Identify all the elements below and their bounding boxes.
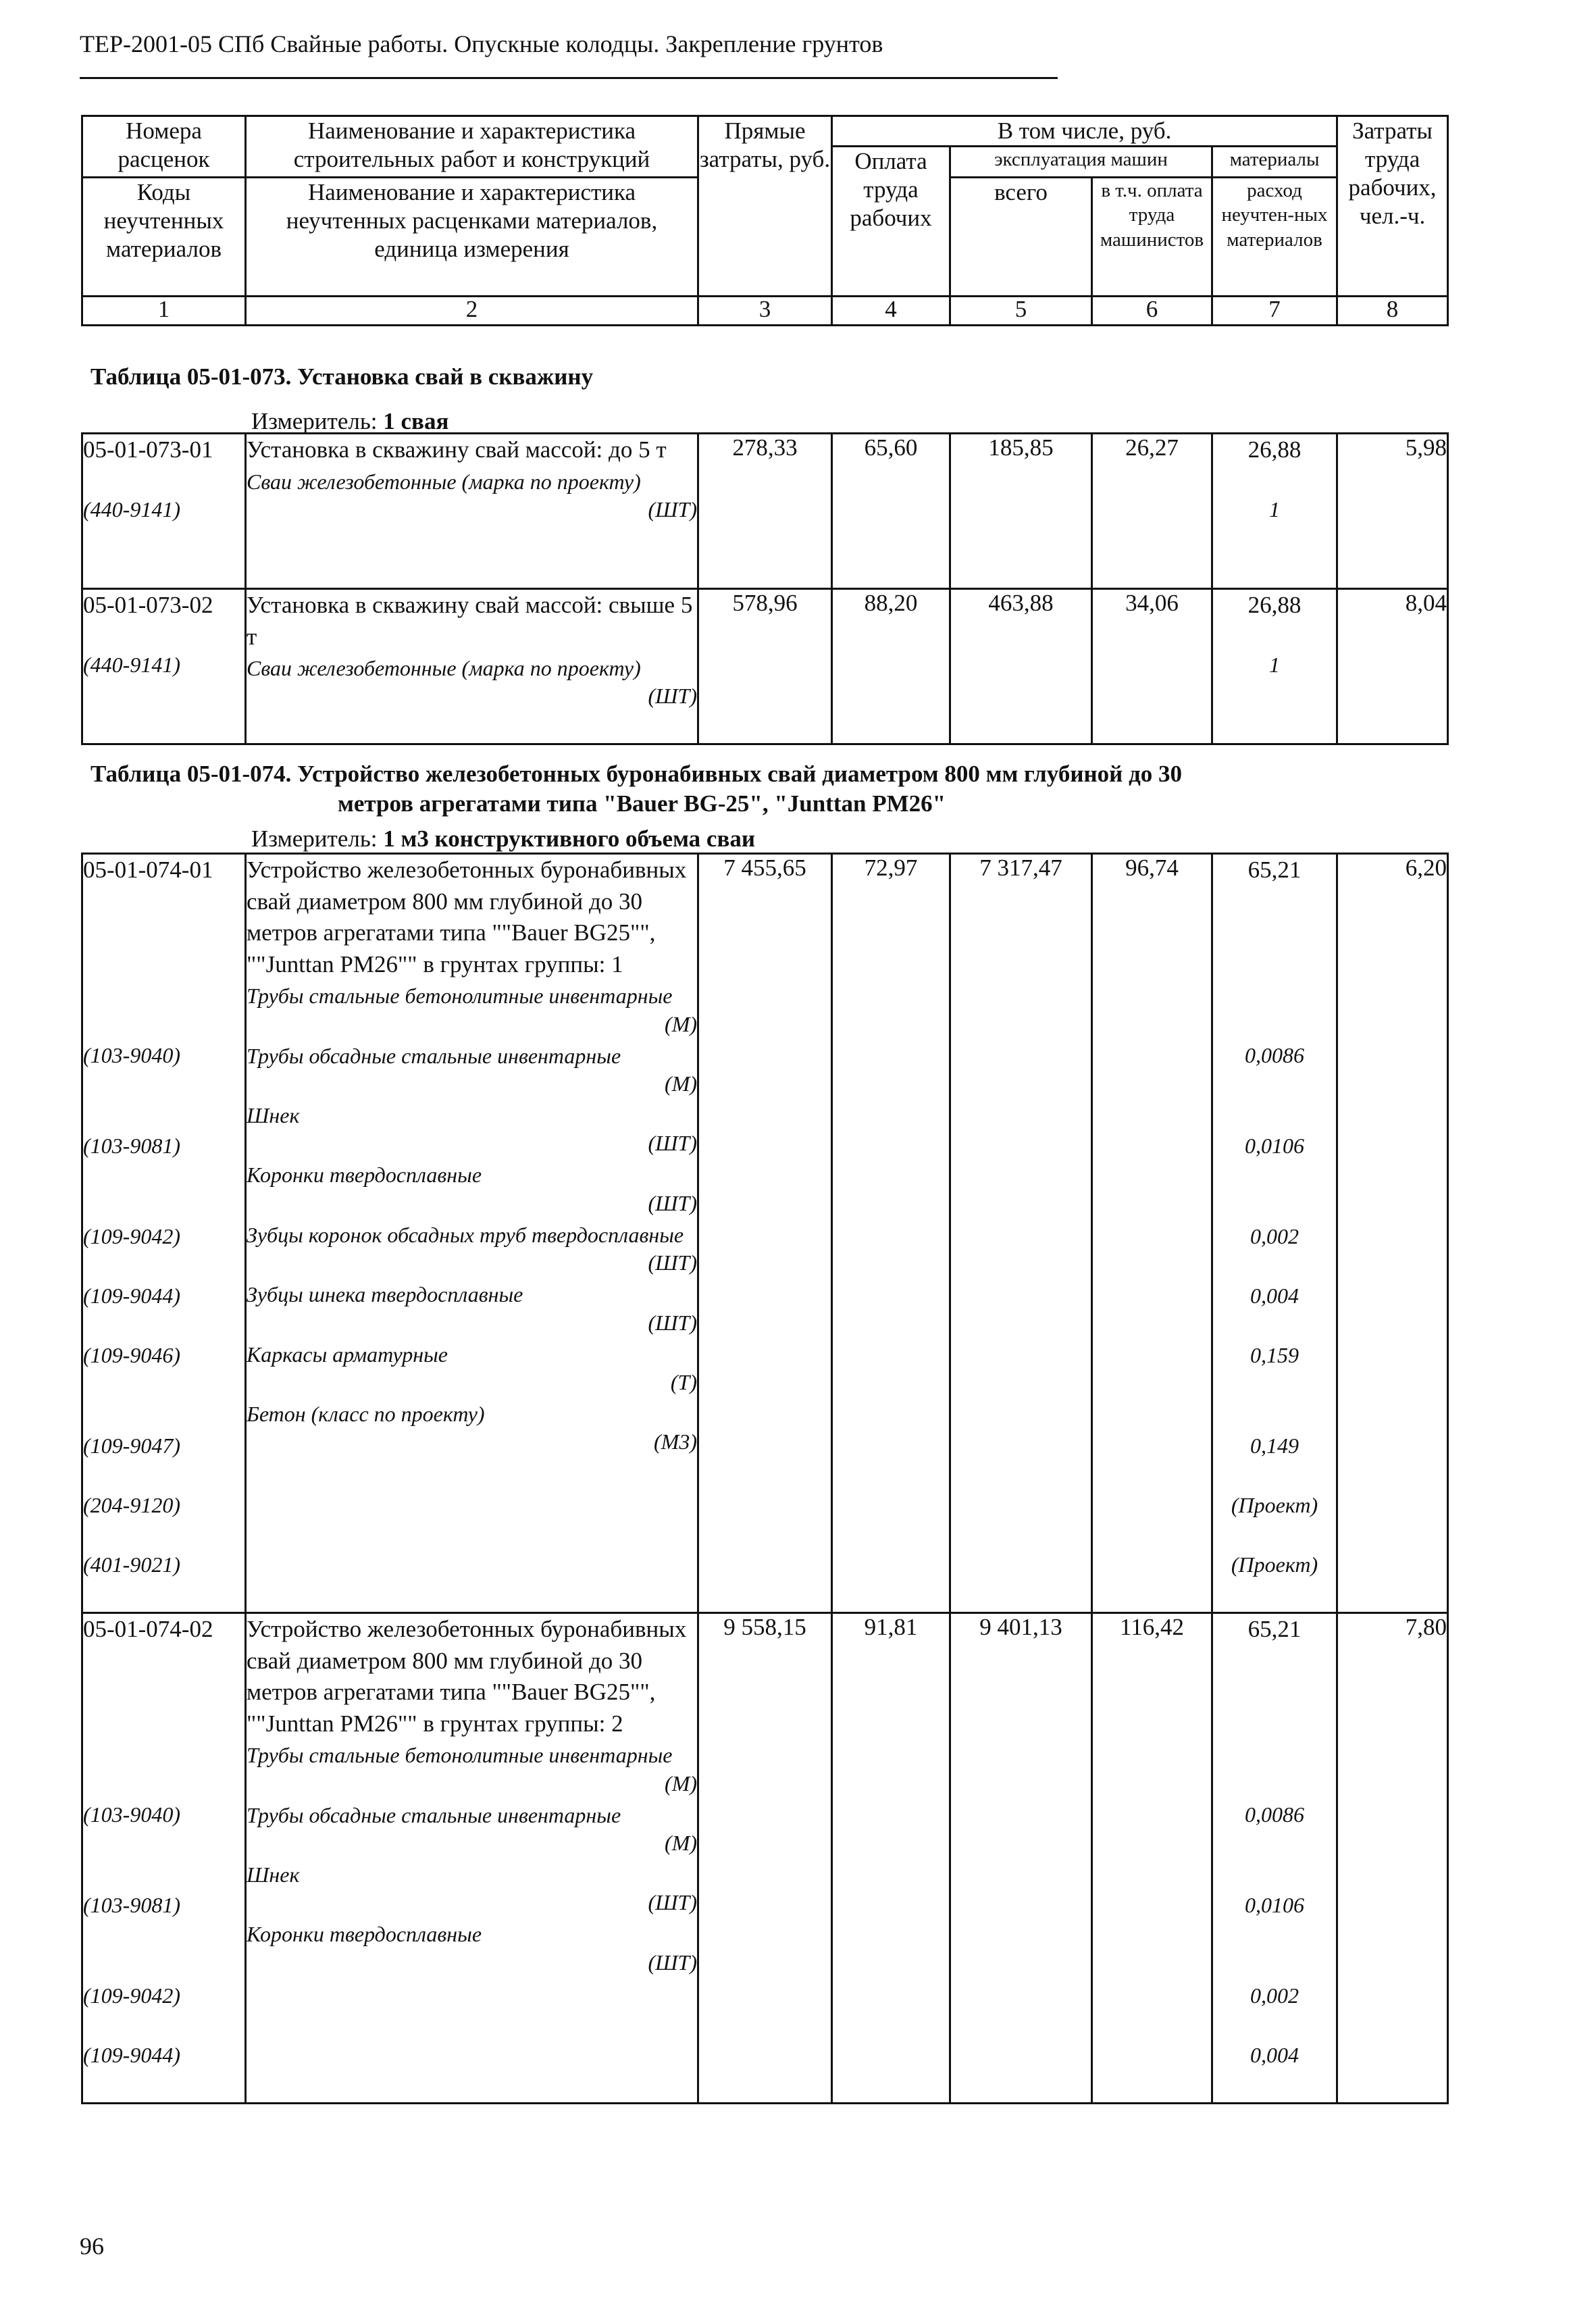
material-name: Шнек bbox=[247, 1862, 300, 1887]
page-header: ТЕР-2001-05 СПб Свайные работы. Опускные колодцы. Закрепление грунтов bbox=[80, 30, 883, 57]
machinists-pay-cell: 34,06 bbox=[1092, 589, 1212, 744]
page-number: 96 bbox=[80, 2233, 104, 2260]
rate-name: Установка в скважину свай массой: свыше 5 т bbox=[247, 592, 693, 650]
material-name: Коронки твердосплавные bbox=[247, 1922, 482, 1947]
material-consumption: (Проект) bbox=[1231, 1493, 1318, 1517]
material-unit: (ШТ) bbox=[648, 684, 697, 709]
material-consumption: 0,004 bbox=[1250, 1283, 1299, 1308]
column-number: 6 bbox=[1092, 297, 1212, 326]
rate-name: Установка в скважину свай массой: до 5 т bbox=[247, 436, 667, 463]
material-name: Бетон (класс по проекту) bbox=[247, 1401, 485, 1426]
column-number: 4 bbox=[832, 297, 950, 326]
rate-code: 05-01-073-01 bbox=[83, 436, 213, 463]
material-unit: (М3) bbox=[654, 1429, 697, 1454]
measure-value: 1 м3 конструктивного объема сваи bbox=[383, 825, 756, 852]
material-name: Шнек bbox=[247, 1102, 300, 1127]
machines-total-cell: 9 401,13 bbox=[950, 1613, 1092, 2104]
materials-cell bbox=[1212, 1613, 1337, 2104]
labor-hours-cell: 7,80 bbox=[1337, 1613, 1448, 2104]
material-name: Трубы обсадные стальные инвентарные bbox=[247, 1802, 621, 1827]
header-machines-total: всего bbox=[950, 178, 1092, 297]
table-row bbox=[82, 854, 1448, 1613]
material-consumption: 0,002 bbox=[1250, 1224, 1299, 1248]
material-name: Трубы обсадные стальные инвентарные bbox=[247, 1043, 621, 1068]
material-code: (401-9021) bbox=[83, 1552, 180, 1577]
material-unit: (ШТ) bbox=[648, 1310, 697, 1335]
column-number: 7 bbox=[1212, 297, 1337, 326]
header-materials: материалы bbox=[1212, 147, 1337, 178]
labor-hours-cell: 6,20 bbox=[1337, 854, 1448, 1613]
rate-code: 05-01-073-02 bbox=[83, 592, 213, 618]
material-unit: (М) bbox=[665, 1011, 697, 1036]
material-consumption: 0,004 bbox=[1250, 2043, 1299, 2067]
rate-name: Устройство железобетонных буронабивных свай диаметром 800 мм глубиной до 30 метров агрегатами типа ""Bauer BG25"", ""Junttan PM26"" в грунтах группы: 1 bbox=[247, 857, 687, 977]
material-code: (103-9040) bbox=[83, 1802, 180, 1827]
worker-pay-cell: 91,81 bbox=[832, 1613, 950, 2104]
material-consumption: 0,159 bbox=[1250, 1343, 1299, 1367]
table-row bbox=[82, 434, 1448, 589]
rates-table bbox=[81, 432, 1449, 745]
materials-cell bbox=[1212, 434, 1337, 589]
measure-label: Измеритель: bbox=[251, 825, 378, 852]
material-code: (109-9044) bbox=[83, 1283, 180, 1308]
material-consumption: (Проект) bbox=[1231, 1552, 1318, 1577]
rates-table bbox=[81, 853, 1449, 2104]
rate-code-cell bbox=[82, 434, 246, 589]
material-consumption: 1 bbox=[1269, 497, 1280, 522]
page-header-rule bbox=[80, 77, 1058, 79]
header-material-names: Наименование и характеристика неучтенных расценками материалов, единица измерения bbox=[246, 178, 698, 297]
worker-pay-cell: 88,20 bbox=[832, 589, 950, 744]
measure-073 bbox=[251, 408, 448, 435]
machines-total-cell: 463,88 bbox=[950, 589, 1092, 744]
material-code: (204-9120) bbox=[83, 1493, 180, 1517]
rate-code: 05-01-074-02 bbox=[83, 1616, 213, 1642]
rates-table-074 bbox=[81, 853, 1447, 2104]
material-unit: (ШТ) bbox=[648, 1250, 697, 1275]
measure-074 bbox=[251, 825, 755, 853]
column-header-table bbox=[81, 115, 1449, 326]
header-machinists-pay: в т.ч. оплата труда машинистов bbox=[1092, 178, 1212, 297]
direct-costs-cell: 278,33 bbox=[698, 434, 832, 589]
rate-description-cell bbox=[246, 434, 698, 589]
material-code: (103-9081) bbox=[83, 1134, 180, 1158]
rate-code-cell bbox=[82, 589, 246, 744]
material-consumption: 1 bbox=[1269, 653, 1280, 677]
material-unit: (ШТ) bbox=[648, 497, 697, 522]
column-number: 5 bbox=[950, 297, 1092, 326]
worker-pay-cell: 72,97 bbox=[832, 854, 950, 1613]
material-name: Зубцы шнека твердосплавные bbox=[247, 1282, 523, 1307]
material-code: (109-9042) bbox=[83, 1224, 180, 1248]
machinists-pay-cell: 26,27 bbox=[1092, 434, 1212, 589]
rates-table-073 bbox=[81, 432, 1447, 745]
materials-value: 65,21 bbox=[1247, 857, 1302, 883]
material-consumption: 0,0086 bbox=[1245, 1802, 1304, 1827]
materials-cell bbox=[1212, 854, 1337, 1613]
worker-pay-cell: 65,60 bbox=[832, 434, 950, 589]
machinists-pay-cell: 116,42 bbox=[1092, 1613, 1212, 2104]
material-unit: (ШТ) bbox=[648, 1190, 697, 1215]
materials-value: 26,88 bbox=[1247, 592, 1302, 618]
machinists-pay-cell: 96,74 bbox=[1092, 854, 1212, 1613]
labor-hours-cell: 8,04 bbox=[1337, 589, 1448, 744]
material-consumption: 0,0106 bbox=[1245, 1134, 1304, 1158]
header-labor-hours: Затраты труда рабочих, чел.-ч. bbox=[1337, 116, 1448, 297]
material-code: (109-9044) bbox=[83, 2043, 180, 2067]
material-code: (109-9042) bbox=[83, 1983, 180, 2008]
materials-value: 65,21 bbox=[1247, 1616, 1302, 1642]
material-name: Каркасы арматурные bbox=[247, 1342, 448, 1367]
machines-total-cell: 185,85 bbox=[950, 434, 1092, 589]
material-code: (103-9040) bbox=[83, 1043, 180, 1067]
material-code: (109-9047) bbox=[83, 1433, 180, 1458]
material-code: (103-9081) bbox=[83, 1893, 180, 1917]
material-unit: (ШТ) bbox=[648, 1131, 697, 1156]
material-name: Трубы стальные бетонолитные инвентарные bbox=[247, 1743, 673, 1768]
section-title-074-line1: Таблица 05-01-074. Устройство железобетонных буронабивных свай диаметром 800 мм глубиной до 30 bbox=[91, 761, 1183, 787]
header-material-consumption: расход неучтен-ных материалов bbox=[1212, 178, 1337, 297]
material-code: (440-9141) bbox=[83, 653, 180, 677]
header-direct-costs: Прямые затраты, руб. bbox=[698, 116, 832, 297]
column-number: 1 bbox=[82, 297, 246, 326]
rate-description-cell bbox=[246, 854, 698, 1613]
section-title-074-line2: метров агрегатами типа "Bauer BG-25", "Junttan PM26" bbox=[338, 790, 946, 817]
measure-label: Измеритель: bbox=[251, 408, 378, 434]
rate-name: Устройство железобетонных буронабивных свай диаметром 800 мм глубиной до 30 метров агрегатами типа ""Bauer BG25"", ""Junttan PM26"" в грунтах группы: 2 bbox=[247, 1616, 687, 1737]
material-name: Коронки твердосплавные bbox=[247, 1163, 482, 1188]
table-row bbox=[82, 1613, 1448, 2104]
material-consumption: 0,0086 bbox=[1245, 1043, 1304, 1067]
material-unit: (М) bbox=[665, 1071, 697, 1096]
material-code: (440-9141) bbox=[83, 497, 180, 522]
rate-code-cell bbox=[82, 854, 246, 1613]
material-name: Сваи железобетонные (марка по проекту) bbox=[247, 656, 641, 681]
table-row bbox=[82, 589, 1448, 744]
material-code: (109-9046) bbox=[83, 1343, 180, 1367]
material-name: Сваи железобетонные (марка по проекту) bbox=[247, 469, 641, 494]
column-number: 3 bbox=[698, 297, 832, 326]
direct-costs-cell: 9 558,15 bbox=[698, 1613, 832, 2104]
material-name: Зубцы коронок обсадных труб твердосплавные bbox=[247, 1222, 684, 1247]
rate-description-cell bbox=[246, 1613, 698, 2104]
material-consumption: 0,149 bbox=[1250, 1433, 1299, 1458]
direct-costs-cell: 578,96 bbox=[698, 589, 832, 744]
material-unit: (ШТ) bbox=[648, 1950, 697, 1975]
section-title-073: Таблица 05-01-073. Установка свай в скважину bbox=[91, 363, 594, 390]
material-consumption: 0,0106 bbox=[1245, 1893, 1304, 1917]
machines-total-cell: 7 317,47 bbox=[950, 854, 1092, 1613]
material-name: Трубы стальные бетонолитные инвентарные bbox=[247, 984, 673, 1009]
direct-costs-cell: 7 455,65 bbox=[698, 854, 832, 1613]
material-unit: (М) bbox=[665, 1830, 697, 1855]
materials-value: 26,88 bbox=[1247, 436, 1302, 463]
column-number: 8 bbox=[1337, 297, 1448, 326]
material-unit: (М) bbox=[665, 1771, 697, 1796]
material-consumption: 0,002 bbox=[1250, 1983, 1299, 2008]
header-material-codes: Коды неучтенных материалов bbox=[82, 178, 246, 297]
labor-hours-cell: 5,98 bbox=[1337, 434, 1448, 589]
measure-value: 1 свая bbox=[383, 408, 449, 434]
rate-code-cell bbox=[82, 1613, 246, 2104]
header-work-name: Наименование и характеристика строительных работ и конструкций bbox=[246, 116, 698, 178]
material-unit: (Т) bbox=[670, 1369, 697, 1394]
column-number: 2 bbox=[246, 297, 698, 326]
header-including: В том числе, руб. bbox=[832, 116, 1337, 147]
rate-description-cell bbox=[246, 589, 698, 744]
header-worker-pay: Оплата труда рабочих bbox=[832, 147, 950, 297]
header-rate-number: Номера расценок bbox=[82, 116, 246, 178]
header-machine-operation: эксплуатация машин bbox=[950, 147, 1212, 178]
rate-code: 05-01-074-01 bbox=[83, 857, 213, 883]
materials-cell bbox=[1212, 589, 1337, 744]
material-unit: (ШТ) bbox=[648, 1890, 697, 1915]
